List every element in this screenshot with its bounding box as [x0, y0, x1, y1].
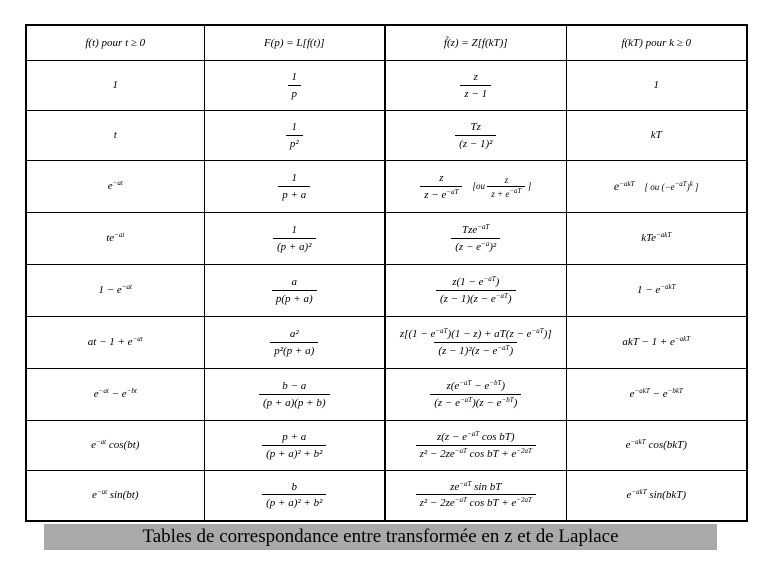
cell-fkt: $e^{-akT}$ [ ou $(-e^{-aT})^k$ ]: [566, 161, 747, 213]
z-fraction-denominator: $z^2 - 2ze^{-aT}$ cos bT + $e^{-2aT}$: [416, 445, 536, 461]
table-row: [26, 317, 747, 369]
z-fraction-numerator: z: [473, 70, 478, 83]
cell-fkt: $e^{-akT} - e^{-bkT}$: [566, 369, 747, 421]
table-row: [26, 369, 747, 421]
cell-laplace: [204, 471, 385, 521]
laplace-fraction-numerator: b − a: [282, 379, 307, 392]
laplace-fraction-numerator: b: [291, 480, 297, 493]
z-fraction-denominator: $(z - e^{-aT})(z - e^{-bT})$: [430, 394, 521, 410]
table-row: [26, 161, 747, 213]
z-alt-fraction: [487, 175, 525, 200]
cell-z-transform: [385, 265, 566, 317]
z-fraction: [430, 380, 521, 409]
z-fraction: [460, 71, 491, 100]
cell-laplace: [204, 213, 385, 265]
cell-fkt: 1: [566, 61, 747, 111]
cell-fkt: akT − $1 + e^{-akT}$: [566, 317, 747, 369]
laplace-fraction-numerator: p + a: [282, 430, 307, 443]
laplace-fraction-numerator: 1: [291, 223, 297, 236]
cell-fkt: kTe$^{-akT}$: [566, 213, 747, 265]
fkt-alternative: [ ou $(-e^{-aT})^k$ ]: [644, 179, 699, 192]
table-row: [26, 421, 747, 471]
laplace-fraction: [259, 380, 330, 409]
table-header-row: [26, 25, 747, 61]
laplace-fraction: [288, 71, 302, 100]
cell-ft: $e^{-at} - e^{-bt}$: [26, 369, 204, 421]
cell-fkt: $1 - e^{-akT}$: [566, 265, 747, 317]
cell-laplace: [204, 161, 385, 213]
z-fraction-denominator: $z - e^{-aT}$: [420, 186, 462, 202]
table-row: [26, 111, 747, 161]
laplace-fraction-numerator: a: [291, 275, 297, 288]
cell-ft: at − $1 + e^{-at}$: [26, 317, 204, 369]
z-fraction: [455, 121, 496, 150]
cell-laplace: [204, 111, 385, 161]
cell-ft: t: [26, 111, 204, 161]
z-fraction-denominator: z − 1: [460, 85, 491, 101]
cell-fkt: $e^{-akT}$ sin(bkT): [566, 471, 747, 521]
z-fraction-numerator: Tz: [470, 120, 481, 133]
cell-z-transform: [385, 161, 566, 213]
table-row: [26, 471, 747, 521]
laplace-fraction-numerator: 1: [291, 171, 297, 184]
cell-fkt: $e^{-akT}$ cos(bkT): [566, 421, 747, 471]
laplace-fraction-denominator: p: [288, 85, 302, 101]
cell-z-transform: [385, 421, 566, 471]
cell-z-transform: [385, 369, 566, 421]
cell-z-transform: [385, 111, 566, 161]
z-fraction-denominator: $(z - 1)^2(z - e^{-aT})$: [434, 342, 517, 358]
z-alt-fraction-denominator: $z + e^{-aT}$: [487, 186, 525, 199]
cell-ft: $e^{-at}$ sin(bt): [26, 471, 204, 521]
z-alt-fraction-numerator: z: [504, 174, 509, 185]
laplace-fraction: [273, 224, 316, 253]
z-fraction-denominator: $(z - 1)(z - e^{-aT})$: [436, 290, 516, 306]
laplace-fraction: [272, 276, 317, 305]
laplace-fraction-denominator: p(p + a): [272, 290, 317, 306]
z-fraction-numerator: $z(1 - e^{-aT})$: [452, 274, 500, 288]
cell-ft: $te^{-at}$: [26, 213, 204, 265]
table-caption: Tables de correspondance entre transformée en z et de Laplace: [44, 524, 717, 550]
laplace-fraction-denominator: (p + a)(p + b): [259, 394, 330, 410]
cell-ft: $1 - e^{-at}$: [26, 265, 204, 317]
table-row: [26, 61, 747, 111]
table-row: [26, 213, 747, 265]
header-laplace: F(p) = L[f(t)]: [204, 25, 385, 61]
laplace-fraction: [286, 121, 303, 150]
cell-laplace: [204, 317, 385, 369]
z-fraction: [420, 172, 462, 201]
z-fraction: [396, 328, 556, 357]
laplace-fraction-numerator: a²: [289, 327, 299, 340]
z-fraction: [416, 481, 536, 510]
z-fraction-numerator: $z[(1 - e^{-aT})(1 - z) + aT(z - e^{-aT})]$: [399, 326, 552, 340]
cell-laplace: [204, 369, 385, 421]
laplace-fraction-denominator: (p + a)²: [273, 238, 316, 254]
z-fraction-numerator: $ze^{-aT}$ sin bT: [450, 479, 502, 493]
cell-laplace: [204, 61, 385, 111]
header-fkt: f(kT) pour k ≥ 0: [566, 25, 747, 61]
cell-ft: $e^{-at}$ cos(bt): [26, 421, 204, 471]
z-fraction: [436, 276, 516, 305]
laplace-fraction-numerator: 1: [291, 120, 297, 133]
laplace-fraction: [262, 481, 326, 510]
z-alternative: [ou $\frac{z}{z + e^{-aT}}$ ]: [472, 174, 532, 199]
z-fraction-numerator: z: [439, 171, 444, 184]
laplace-fraction-denominator: p²: [286, 135, 303, 151]
laplace-fraction-denominator: p²(p + a): [270, 342, 318, 358]
laplace-fraction-denominator: (p + a)² + b²: [262, 494, 326, 510]
header-z-transform: f̃(z) = Z[f(kT)]: [385, 25, 566, 61]
table-row: [26, 265, 747, 317]
cell-ft: $e^{-at}$: [26, 161, 204, 213]
cell-ft: 1: [26, 61, 204, 111]
z-fraction: [451, 224, 500, 253]
cell-laplace: [204, 421, 385, 471]
z-fraction-denominator: (z − 1)²: [455, 135, 496, 151]
z-fraction-numerator: $z(e^{-aT} - e^{-bT})$: [446, 378, 506, 392]
cell-fkt: kT: [566, 111, 747, 161]
laplace-fraction: [270, 328, 318, 357]
cell-z-transform: [385, 317, 566, 369]
cell-laplace: [204, 265, 385, 317]
cell-z-transform: [385, 471, 566, 521]
z-fraction-numerator: $z(z - e^{-aT}$ cos bT): [436, 429, 515, 443]
cell-z-transform: [385, 213, 566, 265]
z-fraction-denominator: $(z - e^{-a})^2$: [451, 238, 500, 254]
laplace-fraction-denominator: p + a: [278, 186, 310, 202]
laplace-fraction-denominator: (p + a)² + b²: [262, 445, 326, 461]
laplace-fraction: [262, 431, 326, 460]
transform-table: [25, 24, 748, 522]
laplace-fraction-numerator: 1: [291, 70, 297, 83]
z-fraction-numerator: Tze$^{-aT}$: [462, 222, 490, 236]
z-fraction: [416, 431, 536, 460]
header-ft: f(t) pour t ≥ 0: [26, 25, 204, 61]
laplace-fraction: [278, 172, 310, 201]
z-fraction-denominator: $z^2 - 2ze^{-aT}$ cos bT + $e^{-2aT}$: [416, 494, 536, 510]
cell-z-transform: [385, 61, 566, 111]
